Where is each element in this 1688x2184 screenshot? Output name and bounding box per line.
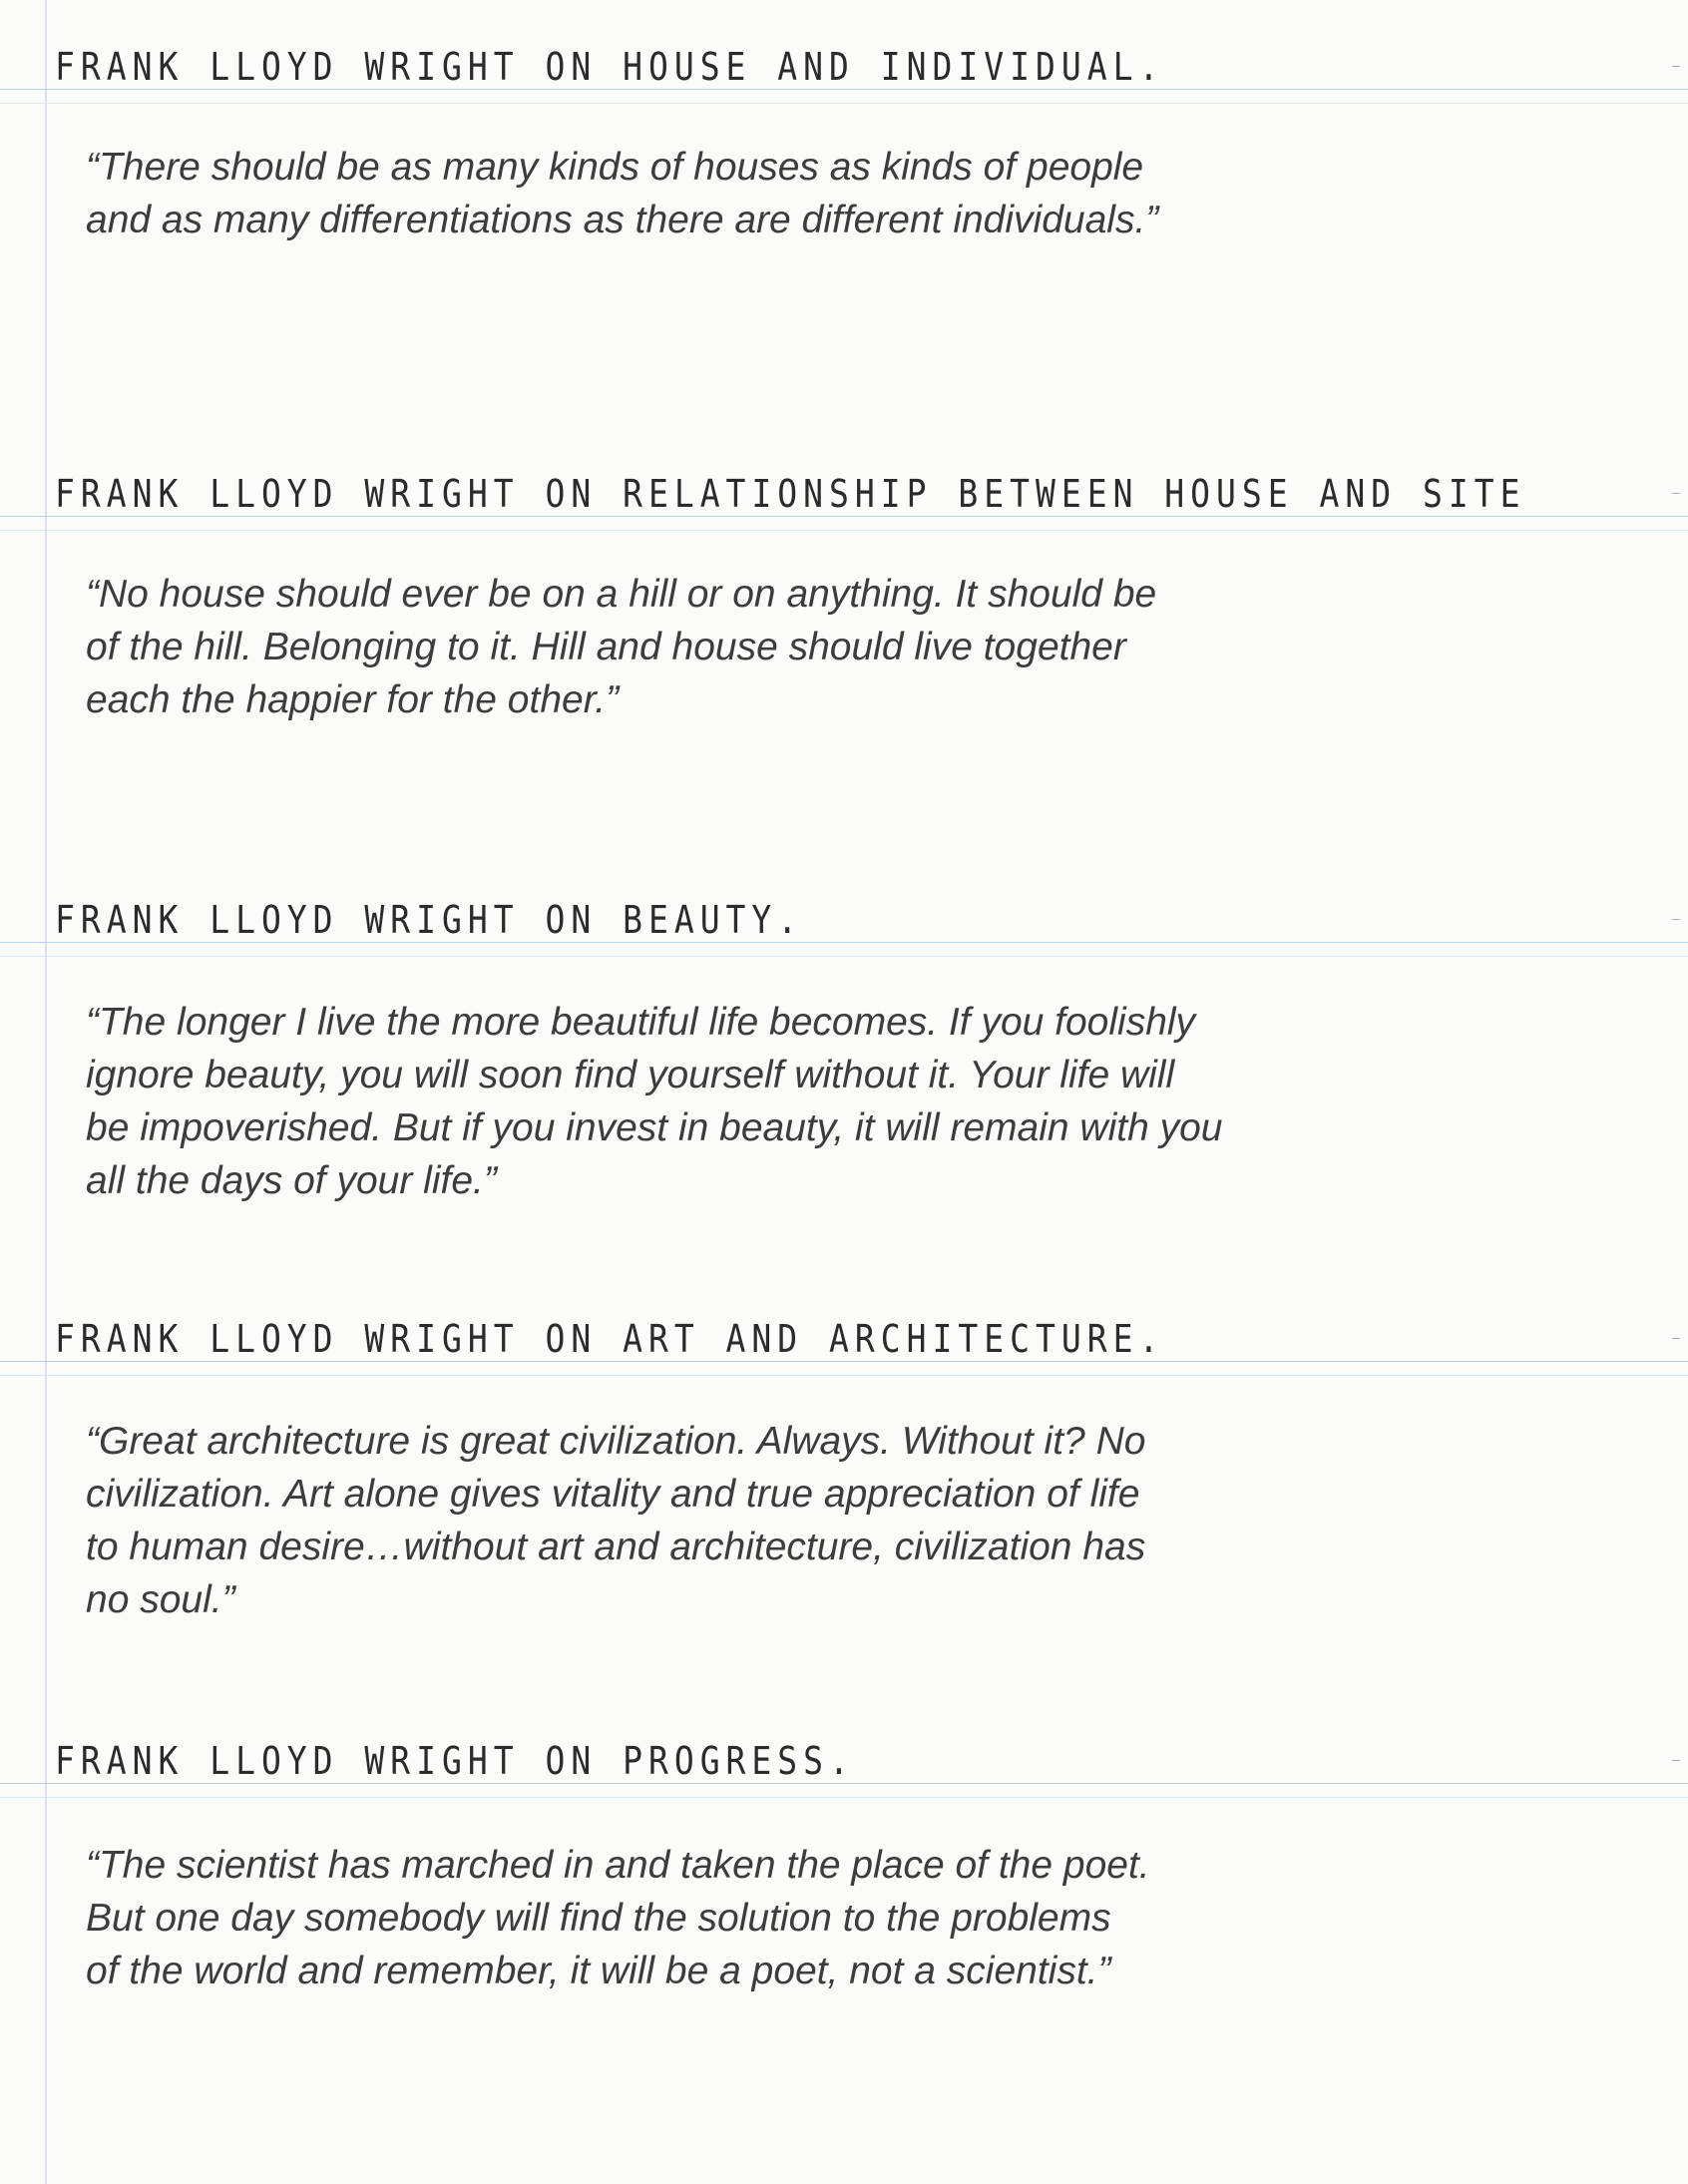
ruled-line [0,956,1688,957]
edge-tick [1672,1338,1680,1339]
ruled-line [0,1797,1688,1798]
margin-line [45,0,47,2184]
edge-tick [1672,493,1680,494]
ruled-line [0,1361,1688,1362]
edge-tick [1672,1760,1680,1761]
section-heading-house-and-individual: FRANK LLOYD WRIGHT ON HOUSE AND INDIVIDUAL. [55,44,1165,89]
ruled-line [0,103,1688,104]
ruled-line [0,1783,1688,1784]
ruled-line [0,1375,1688,1376]
section-heading-art-and-architecture: FRANK LLOYD WRIGHT ON ART AND ARCHITECTURE. [55,1316,1165,1361]
ruled-line [0,530,1688,531]
quote-progress: “The scientist has marched in and taken the place of the poet. But one day somebody will find the solution to the problems of the world and remember, it will be a poet, not a scientist.” [86,1844,1150,1992]
quote-house-and-site: “No house should ever be on a hill or on anything. It should be of the hill. Belonging to it. Hill and house should live together each the happier for the other.” [86,573,1157,721]
quote-house-and-individual: “There should be as many kinds of houses as kinds of people and as many differentiations as there are different individuals.” [86,146,1159,241]
quote-beauty: “The longer I live the more beautiful life becomes. If you foolishly ignore beauty, you will soon find yourself without it. Your life will be impoverished. But if you invest in beauty, it will remain with you all the days of your life.” [86,1001,1223,1202]
ruled-line [0,516,1688,517]
edge-tick [1672,66,1680,67]
ruled-line [0,942,1688,943]
section-heading-beauty: FRANK LLOYD WRIGHT ON BEAUTY. [55,897,804,942]
section-heading-house-and-site: FRANK LLOYD WRIGHT ON RELATIONSHIP BETWEEN HOUSE AND SITE [55,471,1526,516]
section-heading-progress: FRANK LLOYD WRIGHT ON PROGRESS. [55,1738,855,1783]
ruled-line [0,89,1688,90]
quote-art-and-architecture: “Great architecture is great civilization. Always. Without it? No civilization. Art alone gives vitality and true appreciation of life to human desire…without art and architecture, civilization has no soul.” [86,1420,1146,1621]
edge-tick [1672,919,1680,920]
